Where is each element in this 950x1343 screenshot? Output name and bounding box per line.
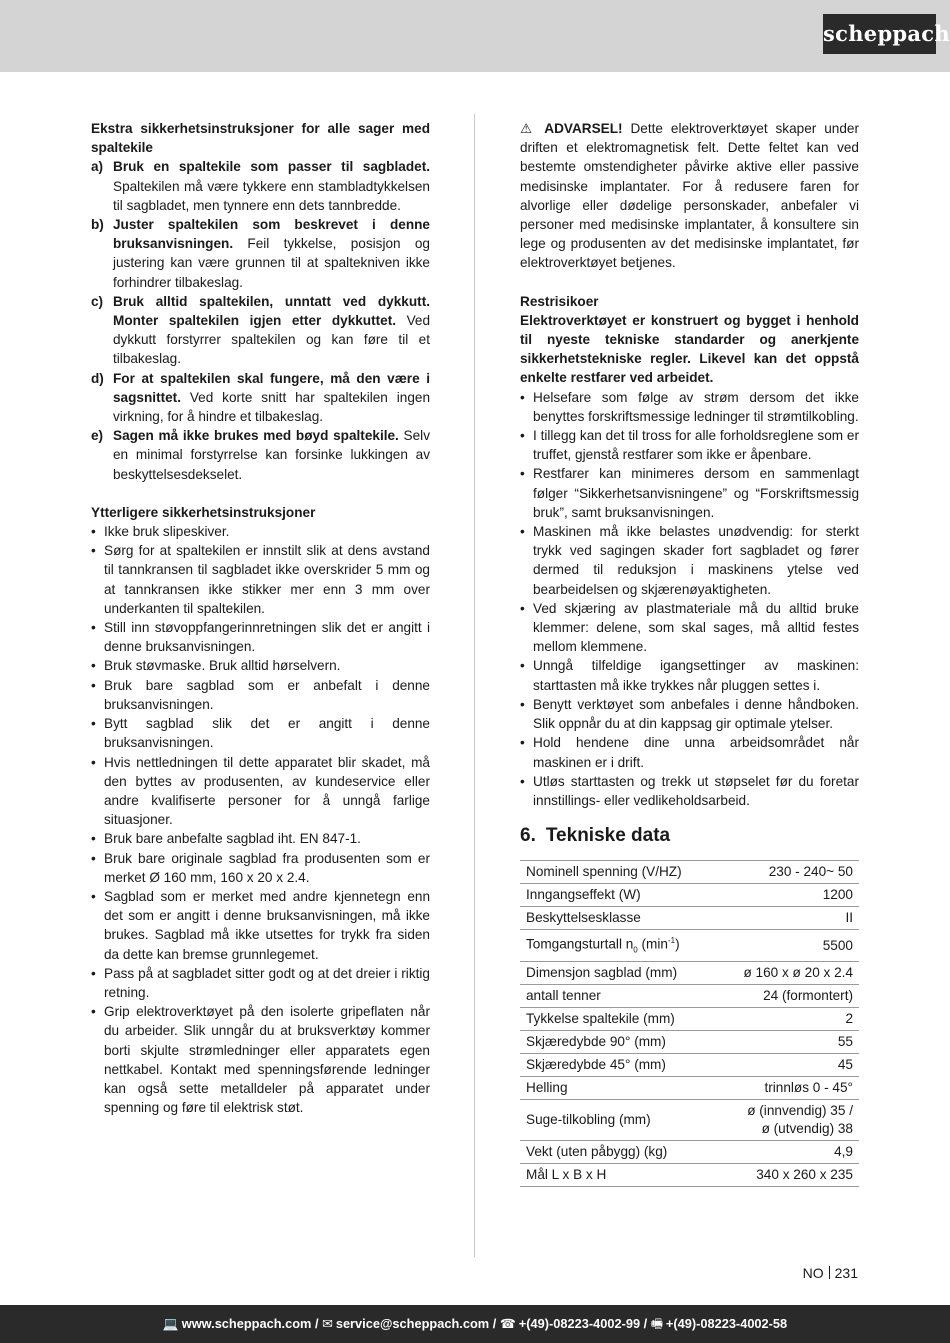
warning-paragraph: [520, 119, 859, 273]
page-number-value: 231: [834, 1265, 858, 1281]
warning-text: Dette elektroverktøyet skaper under driften et elektromagnetisk felt. Dette feltet kan ved bestemte omstendigheter påvirke aktive eller passive medisinske implantater. For å redusere faren for alvorlige eller dødelige personskader, anbefaler vi personer med medisinske implantater, å konsultere sin lege og produsenten av det medisinske implantatet, før elektroverktøyet betjenes.: [520, 121, 859, 271]
spec-label: Tykkelse spaltekile (mm): [520, 1008, 717, 1031]
footer-phone: +(49)-08223-4002-99: [518, 1316, 641, 1331]
bullet-item: • Unngå tilfeldige igangsettinger av maskinen: starttasten må ikke trykkes når pluggen settes i.: [520, 658, 859, 693]
list-item: [91, 215, 430, 292]
technical-data-table: [520, 860, 859, 1187]
table-row: [520, 884, 859, 907]
mail-icon: ✉: [322, 1316, 333, 1331]
table-row: [520, 861, 859, 884]
column-divider: [474, 114, 475, 1257]
bullet-item: • Utløs starttasten og trekk ut støpselet før du foretar innstillings- eller vedlikeholdsarbeid.: [520, 773, 859, 808]
list-marker: e): [91, 428, 104, 444]
table-row: [520, 930, 859, 962]
bullet-item: • Restfarer kan minimeres dersom en sammenlagt følger “Sikkerhetsanvisningene” og “Forskriftsmessig bruk”, samt bruksanvisningen.: [520, 466, 859, 520]
footer-bar: 💻 www.scheppach.com / ✉ service@scheppach.com / ☎ +(49)-08223-4002-99 / 🖷 +(49)-08223-4002-58: [0, 1305, 950, 1343]
bullet-item: • Ved skjæring av plastmateriale må du alltid bruke klemmer: delene, som skal sages, må alltid festes mellom klemmene.: [520, 600, 859, 655]
bullet-item: • Bruk bare sagblad som er anbefalt i denne bruksanvisningen.: [91, 677, 430, 712]
left-column: [91, 119, 430, 1117]
spec-value: 2: [717, 1008, 860, 1031]
list-item-text: Feil tykkelse, posisjon og justering kan være grunnen til at spaltekniven ikke forhindrer tilbakeslag.: [113, 236, 430, 290]
spec-value: ø 160 x ø 20 x 2.4: [717, 962, 860, 985]
spec-value: 4,9: [717, 1141, 860, 1164]
list-item-bold: Bruk alltid spaltekilen, unntatt ved dykkutt. Monter spaltekilen igjen etter dykkuttet.: [113, 293, 430, 329]
table-row: [520, 907, 859, 930]
bullet-item: • Pass på at sagbladet sitter godt og at det dreier i riktig retning.: [91, 965, 430, 1000]
spec-label: Mål L x B x H: [520, 1164, 717, 1187]
residual-risks-list: [520, 388, 859, 810]
bullet-item: • Bruk støvmaske. Bruk alltid hørselvern.: [91, 658, 341, 674]
phone-icon: ☎: [499, 1316, 516, 1331]
bullet-item: • Helsefare som følge av strøm dersom det ikke benyttes forskriftsmessige ledninger til strømtilkobling.: [520, 389, 859, 424]
list-item-text: Spaltekilen må være tykkere enn stambladtykkelsen til sagbladet, men tynnere enn dets tannbredde.: [113, 178, 430, 213]
table-row: [520, 1141, 859, 1164]
bullet-item: • Bruk bare anbefalte sagblad iht. EN 847-1.: [91, 831, 361, 847]
bullet-item: • Grip elektroverktøyet på den isolerte gripeflaten når du arbeider. Slik unngår du at bruksverktøy kommer borti skjulte strømledninger eller apparatets egen nettkabel. Kontakt med spenningsførende ledninger kan også sette metalldeler på apparatet under spenning og føre til elektrisk støt.: [91, 1004, 430, 1116]
spec-label: Skjæredybde 45° (mm): [520, 1054, 717, 1077]
fax-icon: 🖷: [650, 1316, 663, 1331]
spec-label: Skjæredybde 90° (mm): [520, 1031, 717, 1054]
page-number: [803, 1264, 858, 1282]
spec-value: 5500: [717, 930, 860, 962]
spec-value: 45: [717, 1054, 860, 1077]
list-item: [91, 369, 430, 427]
section-number: 6.: [520, 825, 536, 847]
list-item: [91, 292, 430, 369]
warning-label: ADVARSEL!: [544, 121, 623, 136]
table-row: [520, 1008, 859, 1031]
spec-value: 24 (formontert): [717, 985, 860, 1008]
heading-residual-risks: Restrisikoer: [520, 293, 599, 309]
spec-label: Tomgangsturtall $n_0$ $(\min^{-1})$: [520, 930, 717, 962]
list-marker: d): [91, 370, 104, 386]
footer-fax: +(49)-08223-4002-58: [665, 1316, 788, 1331]
computer-icon: 💻: [162, 1316, 179, 1331]
bullet-item: • Still inn støvoppfangerinnretningen slik det er angitt i denne bruksanvisningen.: [91, 620, 430, 655]
table-row: [520, 1031, 859, 1054]
spec-value: 1200: [717, 884, 860, 907]
bullet-item: • Ikke bruk slipeskiver.: [91, 524, 230, 540]
footer-website-link[interactable]: www.scheppach.com: [181, 1316, 312, 1331]
list-item-bold: Sagen må ikke brukes med bøyd spaltekile.: [113, 428, 399, 444]
spec-label: Helling: [520, 1077, 717, 1100]
bullet-item: • I tillegg kan det til tross for alle forholdsreglene som er truffet, gjenstå restfarer som ikke er åpenbare.: [520, 428, 859, 463]
list-item-bold: Juster spaltekilen som beskrevet i denne bruksanvisningen.: [113, 217, 430, 252]
spec-value: 340 x 260 x 235: [717, 1164, 860, 1187]
bullet-item: • Hold hendene dine unna arbeidsområdet når maskinen er i drift.: [520, 735, 859, 770]
spec-value: trinnløs 0 - 45°: [717, 1077, 860, 1100]
bullet-item: • Bytt sagblad slik det er angitt i denne bruksanvisningen.: [91, 716, 430, 751]
spec-value: II: [717, 907, 860, 930]
table-row: [520, 1054, 859, 1077]
residual-intro: Elektroverktøyet er konstruert og bygget i henhold til nyeste tekniske standarder og anerkjente sikkerhetstekniske regler. Likevel kan det oppstå enkelte restfarer ved arbeidet.: [520, 312, 859, 386]
additional-safety-list: [91, 522, 430, 1117]
table-row: [520, 1164, 859, 1187]
footer-email-link[interactable]: service@scheppach.com: [335, 1316, 490, 1331]
bullet-item: • Sagblad som er merket med andre kjennetegn enn det som er angitt i denne bruksanvisningen, må ikke brukes. Sagblad må ikke utsettes for trykk fra siden da dette kan bremse grunnlegemet.: [91, 888, 430, 962]
spec-label: Nominell spenning (V/HZ): [520, 861, 717, 884]
list-item-bold: For at spaltekilen skal fungere, må den være i sagsnittet.: [113, 370, 430, 405]
list-marker: c): [91, 293, 104, 309]
list-item: [91, 157, 430, 215]
list-item-text: Ved dykkutt forstyrrer spaltekilen og kan føre til et tilbakeslag.: [113, 313, 431, 367]
table-row: [520, 985, 859, 1008]
bullet-item: • Hvis nettledningen til dette apparatet blir skadet, må den byttes av produsenten, av kundeservice eller andre kvalifiserte personer for å unngå farlige situasjoner.: [91, 754, 430, 828]
spec-value: 55: [717, 1031, 860, 1054]
bullet-item: • Bruk bare originale sagblad fra produsenten som er merket Ø 160 mm, 160 x 20 x 2.4.: [91, 850, 430, 885]
bullet-item: • Sørg for at spaltekilen er innstilt slik at dens avstand til tannkransen til sagbladet ikke overskrider 5 mm og at tannkransen ikke stikker mer enn 3 mm over underkanten til spaltekilen.: [91, 543, 430, 616]
warning-icon: ⚠: [520, 121, 537, 136]
list-item: [91, 426, 430, 484]
bullet-item: • Benytt verktøyet som anbefales i denne håndboken. Slik oppnår du at din kappsag gir optimale ytelser.: [520, 696, 859, 732]
spec-label: Inngangseffekt (W): [520, 884, 717, 907]
spec-value: ø (innvendig) 35 / ø (utvendig) 38: [717, 1100, 860, 1141]
table-row: [520, 1100, 859, 1141]
bullet-item: • Maskinen må ikke belastes unødvendig: for sterkt trykk ved sagingen skader fort sagbladet og fører dermed til reduksjon i maskinens ytelse ved bearbeidelsen og skjærenøyaktigheten.: [520, 524, 859, 597]
table-row: [520, 1077, 859, 1100]
spec-label: Beskyttelsesklasse: [520, 907, 717, 930]
header-bar: [0, 0, 950, 72]
spec-label: Suge-tilkobling (mm): [520, 1100, 717, 1141]
list-item-text: Ved korte snitt har spaltekilen ingen virkning, for å hindre et tilbakeslag.: [113, 389, 430, 425]
spec-label: Dimensjon sagblad (mm): [520, 962, 717, 985]
page-language: NO: [802, 1265, 824, 1281]
heading-extra-safety: Ekstra sikkerhetsinstruksjoner for alle sager med spaltekile: [91, 121, 430, 156]
brand-logo: scheppach: [823, 14, 936, 54]
list-item-text: Selv en minimal forstyrrelse kan forsinke lukkingen av beskyttelsesdekselet.: [113, 428, 430, 482]
list-item-bold: Bruk en spaltekile som passer til sagbladet.: [113, 159, 430, 175]
list-marker: b): [91, 217, 104, 233]
spec-value: 230 - 240~ 50: [717, 861, 860, 884]
table-row: [520, 962, 859, 985]
section-title: [520, 824, 859, 848]
heading-additional-safety: Ytterligere sikkerhetsinstruksjoner: [91, 504, 316, 520]
spec-label: Vekt (uten påbygg) (kg): [520, 1141, 717, 1164]
spec-label: antall tenner: [520, 985, 717, 1008]
riving-knife-list: [91, 157, 430, 483]
section-title-text: Tekniske data: [545, 825, 671, 847]
list-marker: a): [91, 159, 104, 175]
right-column: [520, 119, 859, 1187]
